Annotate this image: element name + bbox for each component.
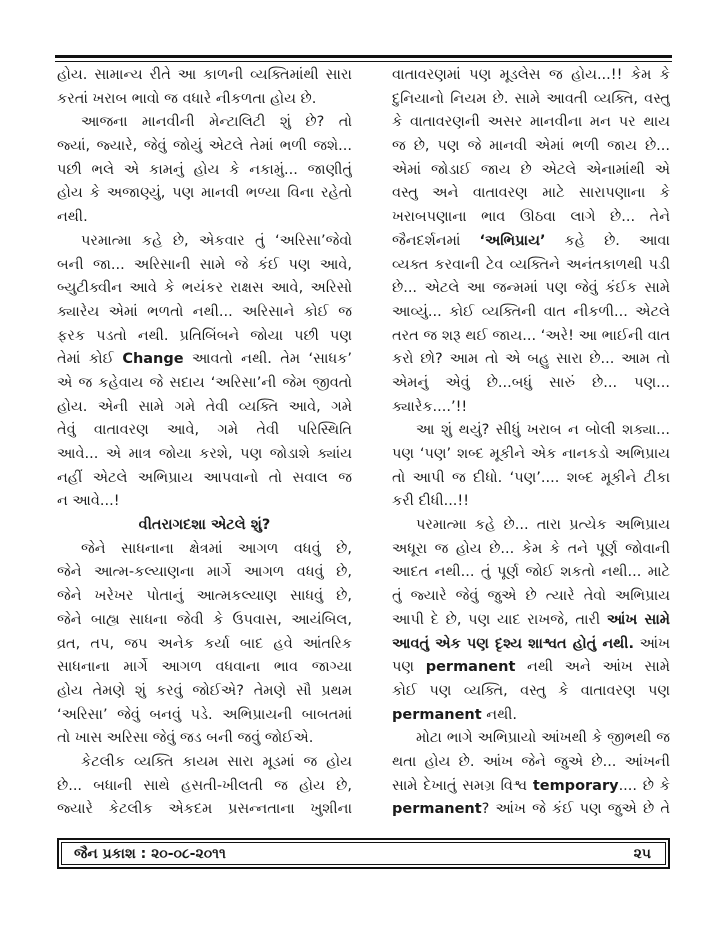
text-run: તેમાં કોઈ: [57, 351, 123, 368]
text-line: આદત નથી... તું પૂર્ણ જોઈ શકતો નથી... માટે: [392, 564, 670, 581]
text-line: દુનિયાનો નિયમ છે. સામે આવતી વ્યક્તિ, વસ્તુ: [392, 90, 670, 107]
text-run: ? આંખ જે કંઈ પણ જુએ છે તે: [481, 801, 670, 818]
bold-text: Change: [122, 351, 184, 368]
footer-publication-date: જૈન પ્રકાશ : ૨૦-૦૮-૨૦૧૧: [74, 845, 226, 862]
bold-text: permanent: [392, 801, 482, 818]
text-line: જેને ખરેખર પોતાનું આત્મકલ્યાણ સાધવું છે,: [57, 588, 352, 605]
text-line: એ જ કહેવાય જે સદાય ‘અરિસા’ની જેમ જીવતો: [57, 374, 352, 391]
text-line: પછી ભલે એ કામનું હોય કે નકામું... જાણીતું: [57, 161, 352, 178]
paragraph: [57, 230, 352, 514]
text-line: વ્રત, તપ, જપ અનેક કર્યા બાદ હવે આંતરિક: [57, 635, 352, 652]
text-line: જ્યાં, જ્યારે, જેવું જોયું એટલે તેમાં ભળી જશે...: [57, 138, 352, 155]
text-line: પરમાત્મા કહે છે... તારા પ્રત્યેક અભિપ્રાય: [416, 517, 670, 534]
text-run: નથી.: [481, 706, 517, 723]
bold-text: permanent: [425, 659, 516, 676]
text-line: કે વાતાવરણની અસર માનવીના મન પર થાય: [392, 114, 670, 131]
paragraph: [57, 64, 352, 111]
text-line: [392, 633, 670, 657]
text-line: જેને સાધનાના ક્ષેત્રમાં આગળ વધવું છે,: [81, 540, 352, 557]
text-line: આવે... એ માત્ર જોયા કરશે, પણ જોડાશે ક્યાંય: [57, 446, 352, 462]
text-line: તો આપી જ દીધો. ‘પણ’.... શબ્દ મૂકીને ટીકા: [392, 469, 670, 486]
text-line: અધૂરા જ હોય છે... કેમ કે તને પૂર્ણ જોવાની: [392, 540, 670, 557]
text-line: આ શું થયું? સીધું ખરાબ ન બોલી શક્યા...: [416, 422, 670, 439]
text-line: જેને બાહ્ય સાધના જેવી કે ઉપવાસ, આયંબિલ,: [57, 611, 352, 628]
text-line: તું જ્યારે જેવું જુએ છે ત્યારે તેવો અભિપ્રાય: [392, 588, 670, 605]
text-line: નહીં એટલે અભિપ્રાય આપવાનો તો સવાલ જ: [57, 469, 352, 486]
left-column: [57, 64, 352, 822]
footer-inner-border: [61, 842, 666, 865]
bold-text: આવતું એક પણ દૃશ્ય શાશ્વત હોતું નથી.: [392, 635, 634, 652]
text-line: [392, 656, 670, 680]
text-line: કરો છો? આમ તો એ બહુ સારા છે... આમ તો: [392, 351, 670, 368]
bold-text: આંખ સામે: [606, 611, 670, 628]
footer-box: [57, 838, 670, 869]
header-rule-thin: [55, 61, 672, 62]
text-line: ક્યારેય એમાં ભળતો નથી... અરિસાને કોઈ જ: [57, 303, 352, 320]
paragraph: [392, 419, 670, 514]
text-line: [392, 798, 670, 822]
text-line: થતા હોય છે. આંખ જેને જુએ છે... આંખની: [392, 753, 670, 770]
text-line: ન આવે...!: [57, 493, 120, 510]
text-line: એમનું એવું છે...બધું સારું છે... પણ...: [392, 374, 670, 391]
text-line: ‘અરિસા’ જેવું બનવું પડે. અભિપ્રાયની બાબતમાં: [57, 706, 352, 723]
text-line: [57, 348, 352, 372]
text-run: આવતો નથી. તેમ ‘સાધક’: [183, 351, 352, 368]
text-line: કેટલીક વ્યક્તિ કાયમ સારા મૂડમાં જ હોય: [81, 753, 352, 770]
text-line: હોય કે અજાણ્યું, પણ માનવી ભળ્યા વિના રહેતો: [57, 185, 352, 202]
paragraph: [392, 64, 670, 419]
text-run: પણ: [392, 659, 426, 676]
text-line: પણ ‘પણ’ શબ્દ મૂકીને એક નાનકડો અભિપ્રાય: [392, 446, 670, 462]
text-line: [392, 775, 670, 799]
text-line: જ છે, પણ જે માનવી એમાં ભળી જાય છે...: [392, 138, 670, 155]
text-line: કરતાં ખરાબ ભાવો જ વધારે નીકળતા હોય છે.: [57, 90, 317, 107]
text-line: પરમાત્મા કહે છે, એકવાર તું ‘અરિસા’જેવો: [81, 232, 352, 249]
text-line: ફરક પડતો નથી. પ્રતિબિંબને જોયા પછી પણ: [57, 327, 352, 344]
text-line: તો ખાસ અરિસા જેવું જડ બની જવું જોઈએ.: [57, 730, 314, 747]
bold-text: temporary: [532, 777, 619, 794]
text-line: વસ્તુ અને વાતાવરણ માટે સારાપણાના કે: [392, 185, 670, 202]
paragraph: [392, 727, 670, 822]
text-line: મોટા ભાગે અભિપ્રાયો આંખથી કે જીભથી જ: [416, 730, 670, 747]
text-run: જૈનદર્શનમાં: [392, 232, 480, 249]
text-run: આંખ: [633, 635, 670, 652]
text-line: તરત જ શરૂ થઈ જાય... ‘અરે! આ ભાઈની વાત: [392, 327, 670, 344]
text-line: [392, 230, 670, 254]
bold-text: ‘અભિપ્રાય’: [479, 232, 546, 249]
page-number: ૨૫: [633, 845, 651, 862]
text-line: વ્યક્ત કરવાની ટેવ વ્યક્તિને અનંતકાળથી પડી: [392, 256, 670, 273]
text-line: છે... એટલે આ જન્મમાં પણ જેવું કંઈક સામે: [392, 280, 670, 297]
text-line: નથી.: [57, 209, 88, 226]
text-run: આપી દે છે, પણ યાદ રાખજે, તારી: [392, 611, 607, 628]
text-run: કહે છે. આવા: [564, 232, 670, 249]
text-line: [392, 704, 670, 728]
text-line: હોય. એની સામે ગમે તેવી વ્યક્તિ આવે, ગમે: [57, 398, 352, 415]
text-line: હોય તેમણે શું કરવું જોઈએ? તેમણે સૌ પ્રથમ: [57, 682, 352, 699]
paragraph: [57, 538, 352, 751]
text-line: હોય. સામાન્ય રીતે આ કાળની વ્યક્તિમાંથી સારા: [57, 67, 352, 83]
text-line: સાધનાના માર્ગે આગળ વધવાના ભાવ જાગ્યા: [57, 659, 352, 676]
text-line: છે... બધાની સાથે હસતી-ખીલતી જ હોય છે,: [57, 777, 352, 794]
text-line: તેવું વાતાવરણ આવે, ગમે તેવી પરિસ્થિતિ: [57, 422, 352, 439]
text-run: .... છે કે: [618, 777, 670, 794]
paragraph: [57, 751, 352, 822]
text-line: આજના માનવીની મેન્ટાલિટી શું છે? તો: [81, 114, 352, 131]
text-line: કોઈ પણ વ્યક્તિ, વસ્તુ કે વાતાવરણ પણ: [392, 682, 670, 699]
text-line: ખરાબપણાના ભાવ ઊઠવા લાગે છે... તેને: [392, 209, 670, 226]
text-line: [392, 609, 670, 633]
paragraph: [57, 111, 352, 229]
text-run: નથી અને આંખ સામે: [527, 659, 670, 676]
text-line: બની જા... અરિસાની સામે જે કંઈ પણ આવે,: [57, 256, 352, 273]
text-line: જ્યારે કેટલીક એકદમ પ્રસન્નતાના ખુશીના: [57, 801, 352, 818]
text-line: ક્યારેક....’!!: [392, 398, 468, 415]
right-column: [392, 64, 670, 822]
paragraph: [392, 514, 670, 727]
text-line: એમાં જોડાઈ જાય છે એટલે એનામાંથી એ: [392, 161, 670, 178]
text-line: કરી દીધી...!!: [392, 493, 470, 510]
text-line: વાતાવરણમાં પણ મૂડલેસ જ હોય...!! કેમ કે: [392, 67, 670, 83]
text-line: બ્યુટીક્વીન આવે કે ભયંકર રાક્ષસ આવે, અરિસો: [57, 280, 352, 297]
text-line: આવ્યું... કોઈ વ્યક્તિની વાત નીકળી... એટલે: [392, 303, 670, 320]
header-rule-thick: [55, 55, 672, 58]
section-heading: વીતરાગદશા એટલે શું?: [138, 517, 271, 534]
text-line: જેને આત્મ-કલ્યાણના માર્ગે આગળ વધવું છે,: [57, 564, 352, 581]
bold-text: permanent: [392, 706, 482, 723]
text-run: સામે દેખાતું સમગ્ર વિશ્વ: [392, 777, 533, 794]
